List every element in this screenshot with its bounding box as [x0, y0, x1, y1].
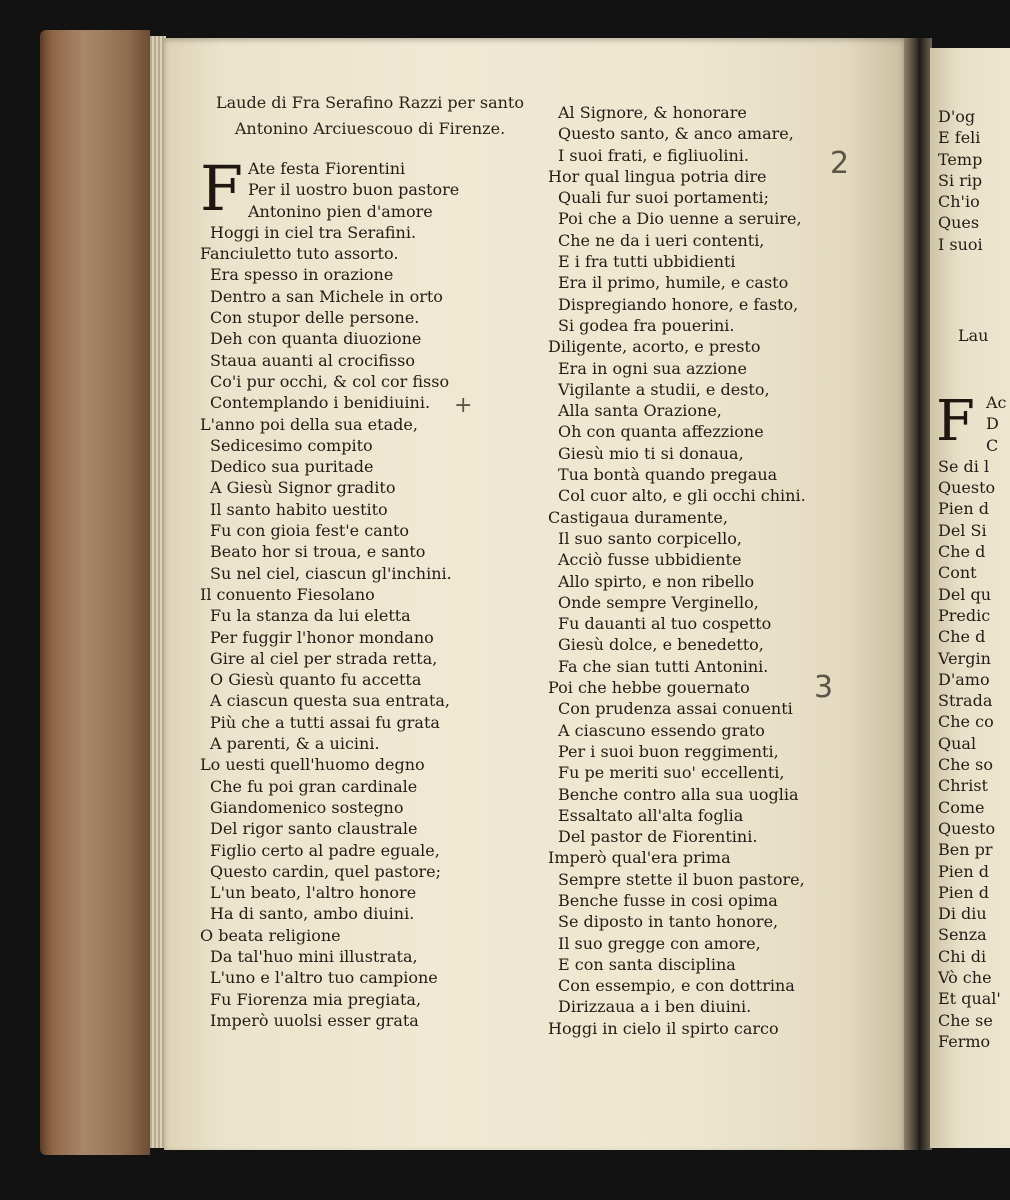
right-page-line: Ben pr — [938, 840, 993, 860]
verse-line: L'uno e l'altro tuo campione — [210, 968, 438, 988]
right-page-line: Predic — [938, 605, 991, 625]
verse-line: Dispregiando honore, e fasto, — [558, 294, 799, 314]
right-page-line: Questo — [938, 478, 996, 498]
verse-line: Hoggi in cielo il spirto carco — [548, 1018, 779, 1038]
verse-line: Poi che hebbe gouernato — [548, 678, 750, 698]
verse-line: Oh con quanta affezzione — [558, 422, 764, 442]
verse-line: Ate festa Fiorentini — [248, 159, 406, 178]
verse-line: Il conuento Fiesolano — [200, 584, 375, 604]
verse-line: Per fuggir l'honor mondano — [210, 627, 434, 647]
verse-line: E con santa disciplina — [558, 954, 736, 974]
left-text-column — [200, 152, 530, 1031]
verse-line: Dirizzaua a i ben diuini. — [558, 997, 752, 1017]
right-page-line: Che se — [938, 1010, 993, 1030]
right-page-line: Pien d — [938, 861, 989, 881]
verse-line: Co'i pur occhi, & col cor fisso — [210, 371, 450, 391]
right-page-line: Et qual' — [938, 989, 1001, 1009]
right-page-line: Qual — [938, 733, 977, 753]
verse-line: I suoi frati, e figliuolini. — [558, 145, 749, 165]
verse-line: Giandomenico sostegno — [210, 797, 404, 817]
right-page-line: Che d — [938, 542, 986, 562]
verse-line: Col cuor alto, e gli occhi chini. — [558, 486, 806, 506]
right-page-line: Pien d — [938, 499, 989, 519]
verse-line: Lo uesti quell'huomo degno — [200, 755, 425, 775]
verse-line: Al Signore, & honorare — [558, 103, 747, 122]
verse-line: Allo spirto, e non ribello — [558, 571, 755, 591]
verse-line: Fu con gioia fest'e canto — [210, 521, 410, 541]
verse-line: Su nel ciel, ciascun gl'inchini. — [210, 563, 452, 583]
verse-line: Onde sempre Verginello, — [558, 592, 759, 612]
verse-line: Benche fusse in cosi opima — [558, 890, 778, 910]
page-heading — [200, 90, 540, 142]
verse-line: Diligente, acorto, e presto — [548, 337, 761, 357]
verse-line: Vigilante a studii, e desto, — [558, 379, 770, 399]
verse-line: Per il uostro buon pastore — [248, 180, 460, 200]
right-page-line: Chi di — [938, 946, 987, 966]
verse-line: Figlio certo al padre eguale, — [210, 840, 440, 860]
verse-line: Fu Fiorenza mia pregiata, — [210, 989, 422, 1009]
right-page-line: Del Si — [938, 520, 987, 540]
verse-line: Quali fur suoi portamenti; — [558, 188, 769, 208]
drop-cap-right: F — [936, 389, 975, 454]
verse-line: Da tal'huo mini illustrata, — [210, 946, 418, 966]
right-page-line: Che d — [938, 627, 986, 647]
verse-line: Che ne da i ueri contenti, — [558, 230, 765, 250]
book-gutter — [904, 38, 932, 1150]
margin-number-3: 3 — [814, 670, 834, 705]
verse-line: Giesù dolce, e benedetto, — [558, 635, 764, 655]
verse-line: Il santo habito uestito — [210, 499, 388, 519]
margin-number-2: 2 — [830, 146, 850, 181]
verse-line: E i fra tutti ubbidienti — [558, 252, 736, 272]
right-page-line: Vergin — [938, 648, 991, 668]
verse-line: Contemplando i benidiuini. — [210, 393, 431, 413]
verse-line: Imperò uuolsi esser grata — [210, 1010, 419, 1030]
right-page-line: Christ — [938, 776, 988, 796]
verse-line: Giesù mio ti si donaua, — [558, 443, 744, 463]
middle-text-column — [548, 102, 848, 1039]
margin-mark-cross: + — [454, 393, 473, 418]
verse-line: Beato hor si troua, e santo — [210, 542, 426, 562]
heading-line-1: Laude di Fra Serafino Razzi per santo — [216, 93, 524, 112]
verse-line: Questo cardin, quel pastore; — [210, 861, 442, 881]
right-page-line: Strada — [938, 691, 993, 711]
verse-line: A ciascun questa sua entrata, — [210, 691, 450, 711]
right-page-line: I suoi — [938, 234, 983, 254]
verse-line: Essaltato all'alta foglia — [558, 805, 744, 825]
verse-line: Hoggi in ciel tra Serafini. — [210, 222, 417, 242]
verse-line: Fu la stanza da lui eletta — [210, 606, 411, 626]
verse-line: O Giesù quanto fu accetta — [210, 670, 422, 690]
verse-line: Sedicesimo compito — [210, 435, 373, 455]
right-page-line: Ques — [938, 213, 980, 233]
right-page-line: Come — [938, 797, 985, 817]
right-page-line: Questo — [938, 818, 996, 838]
verse-line: Fa che sian tutti Antonini. — [558, 656, 769, 676]
verse-line: Era in ogni sua azzione — [558, 358, 747, 378]
verse-line: A Giesù Signor gradito — [210, 478, 396, 498]
right-page-line: Se di l — [938, 456, 990, 476]
verse-line: Il suo santo corpicello, — [558, 528, 742, 548]
verse-line: Fu pe meriti suo' eccellenti, — [558, 763, 785, 783]
verse-line: Era il primo, humile, e casto — [558, 273, 789, 293]
drop-cap-left: F — [200, 152, 244, 225]
verse-line: Alla santa Orazione, — [558, 401, 722, 421]
right-page-line: D — [986, 414, 999, 434]
verse-line: Castigaua duramente, — [548, 507, 728, 527]
heading-line-2: Antonino Arciuescouo di Firenze. — [234, 119, 506, 138]
verse-line: Con stupor delle persone. — [210, 308, 420, 328]
verse-line: Benche contro alla sua uoglia — [558, 784, 799, 804]
verse-line: Gire al ciel per strada retta, — [210, 648, 438, 668]
verse-line: Staua auanti al crocifisso — [210, 350, 415, 370]
right-page-line: Senza — [938, 925, 987, 945]
right-page-line: Ac — [986, 393, 1007, 412]
right-page-line: Del qu — [938, 584, 992, 604]
right-page-line: Pien d — [938, 882, 989, 902]
verse-line: A ciascuno essendo grato — [558, 720, 765, 740]
verse-line: Dentro a san Michele in orto — [210, 286, 443, 306]
verse-line: Più che a tutti assai fu grata — [210, 712, 440, 732]
verse-line: Si godea fra pouerini. — [558, 315, 735, 335]
right-page-line: Vò che — [938, 968, 992, 988]
verse-line: Acciò fusse ubbidiente — [558, 550, 742, 570]
verse-line: Per i suoi buon reggimenti, — [558, 741, 779, 761]
verse-line: L'anno poi della sua etade, — [200, 414, 418, 434]
verse-line: Se diposto in tanto honore, — [558, 912, 779, 932]
verse-line: Il suo gregge con amore, — [558, 933, 761, 953]
verse-line: Antonino pien d'amore — [248, 201, 433, 221]
verse-line: Fu dauanti al tuo cospetto — [558, 614, 772, 634]
verse-line: Con prudenza assai conuenti — [558, 699, 793, 719]
right-page-line: Ch'io — [938, 192, 980, 212]
verse-line: Dedico sua puritade — [210, 457, 374, 477]
verse-line: Sempre stette il buon pastore, — [558, 869, 805, 889]
verse-line: Fanciuletto tuto assorto. — [200, 244, 399, 264]
right-page-line: Temp — [938, 149, 983, 169]
right-page-line: Che co — [938, 712, 994, 732]
right-page-line: Che so — [938, 755, 993, 775]
right-page-body-lines — [936, 389, 1007, 1052]
verse-line: Del rigor santo claustrale — [210, 819, 418, 839]
right-page-line: Fermo — [938, 1031, 991, 1051]
verse-line: O beata religione — [200, 925, 341, 945]
right-page-line: D'amo — [938, 669, 990, 689]
verse-line: Che fu poi gran cardinale — [210, 776, 418, 796]
verse-line: Imperò qual'era prima — [548, 848, 731, 868]
verse-line: Tua bontà quando pregaua — [558, 465, 778, 485]
right-page-line: Di diu — [938, 904, 987, 924]
verse-line: Del pastor de Fiorentini. — [558, 827, 758, 847]
verse-line: Ha di santo, ambo diuini. — [210, 904, 415, 924]
verse-line: L'un beato, l'altro honore — [210, 883, 417, 903]
right-page-line: Si rip — [938, 170, 983, 190]
right-page-line: E feli — [938, 128, 981, 148]
verse-line: Hor qual lingua potria dire — [548, 166, 767, 186]
book-cover-board — [40, 30, 150, 1155]
right-page-line: D'og — [938, 107, 976, 126]
verse-line: A parenti, & a uicini. — [210, 734, 380, 754]
right-page-top-lines — [938, 106, 996, 255]
right-page-line: C — [986, 435, 999, 455]
right-page-heading: Lau — [958, 326, 989, 345]
verse-line: Era spesso in orazione — [210, 265, 394, 285]
verse-line: Deh con quanta diuozione — [210, 329, 422, 349]
right-page-line: Cont — [938, 563, 977, 583]
verse-line: Con essempio, e con dottrina — [558, 976, 795, 996]
verse-line: Poi che a Dio uenne a seruire, — [558, 209, 802, 229]
verse-line: Questo santo, & anco amare, — [558, 124, 794, 144]
